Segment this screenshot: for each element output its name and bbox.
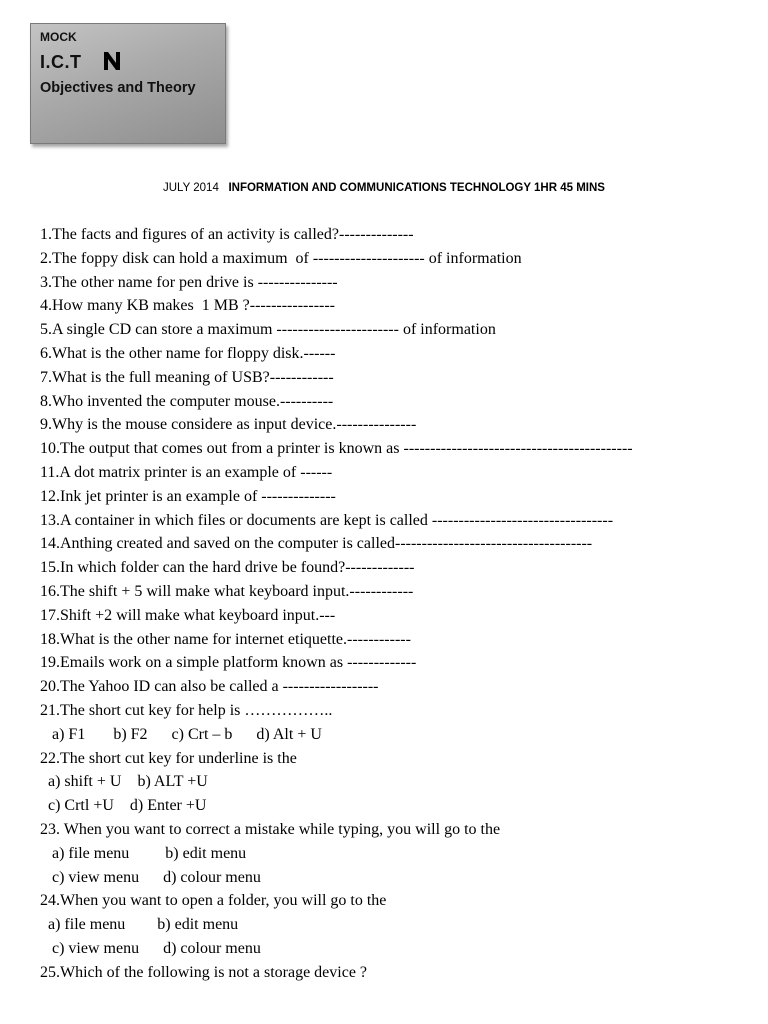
question-line: c) Crtl +U d) Enter +U: [40, 797, 207, 815]
question-line: 11.A dot matrix printer is an example of ------: [40, 463, 333, 481]
question-line: 7.What is the full meaning of USB?------------: [40, 368, 334, 386]
question-line: a) shift + U b) ALT +U: [40, 773, 208, 791]
subject-label: I.C.T: [40, 52, 82, 72]
question-line: 8.Who invented the computer mouse.----------: [40, 392, 334, 410]
question-line: 15.In which folder can the hard drive be found?-------------: [40, 559, 415, 577]
exam-date: JULY 2014: [163, 182, 219, 194]
question-line: 3.The other name for pen drive is ---------------: [40, 273, 338, 291]
question-line: 1.The facts and figures of an activity is called?--------------: [40, 226, 414, 243]
question-line: 12.Ink jet printer is an example of --------------: [40, 487, 336, 505]
question-list: [40, 223, 760, 985]
question-line: a) file menu b) edit menu: [40, 844, 247, 862]
mock-label: MOCK: [40, 30, 77, 44]
question-line: a) file menu b) edit menu: [40, 916, 239, 934]
question-line: 5.A single CD can store a maximum ----------------------- of information: [40, 321, 496, 339]
question-line: 18.What is the other name for internet etiquette.------------: [40, 630, 411, 648]
question-line: 2.The foppy disk can hold a maximum of --------------------- of information: [40, 249, 522, 267]
question-line: a) F1 b) F2 c) Crt – b d) Alt + U: [40, 725, 322, 743]
question-line: 4.How many KB makes 1 MB ?----------------: [40, 297, 336, 315]
question-line: 16.The shift + 5 will make what keyboard input.------------: [40, 582, 414, 600]
question-line: 17.Shift +2 will make what keyboard input.---: [40, 606, 336, 624]
question-line: 14.Anthing created and saved on the computer is called-------------------------------------: [40, 535, 593, 553]
question-line: 20.The Yahoo ID can also be called a ------------------: [40, 678, 379, 696]
question-line: 21.The short cut key for help is ……………..: [40, 701, 333, 719]
header-box: [30, 23, 226, 144]
question-line: c) view menu d) colour menu: [40, 939, 261, 957]
question-line: 19.Emails work on a simple platform known as -------------: [40, 654, 417, 672]
question-line: 13.A container in which files or documents are kept is called ----------------------------------: [40, 511, 614, 529]
exam-title: [0, 182, 768, 194]
question-line: 22.The short cut key for underline is the: [40, 749, 297, 767]
question-line: 10.The output that comes out from a printer is known as -------------------------------------------: [40, 440, 633, 458]
question-line: c) view menu d) colour menu: [40, 868, 261, 886]
question-line: 6.What is the other name for floppy disk.------: [40, 344, 336, 362]
question-line: 23. When you want to correct a mistake while typing, you will go to the: [40, 820, 501, 838]
subtitle-label: Objectives and Theory: [40, 80, 196, 96]
question-line: 24.When you want to open a folder, you will go to the: [40, 892, 387, 910]
question-line: 25.Which of the following is not a storage device ?: [40, 963, 368, 981]
logo-icon: [101, 50, 123, 72]
exam-heading: INFORMATION AND COMMUNICATIONS TECHNOLOGY 1HR 45 MINS: [228, 182, 605, 194]
question-line: 9.Why is the mouse considere as input device.---------------: [40, 416, 417, 434]
